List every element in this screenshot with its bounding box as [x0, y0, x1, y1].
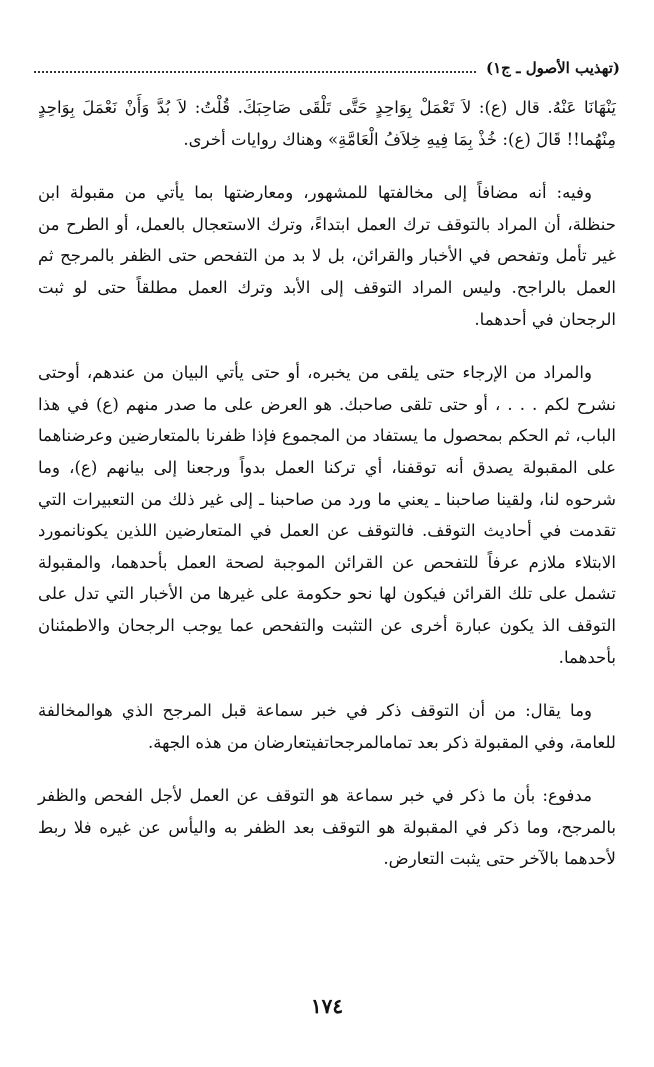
paragraph-what-is-said: وما يقال: من أن التوقف ذكر في خبر سماعة قبل المرجح الذي هوالمخالفة للعامة، وفي المقبولة ذكر بعد تمامالمرجحاتفيتعارضان من هذه الجهة. — [38, 701, 616, 752]
paragraph-objection-response: وفيه: أنه مضافاً إلى مخالفتها للمشهور، ومعارضتها بما يأتي من مقبولة ابن حنظلة، أن المراد بالتوقف ترك العمل ابتداءً، وترك الاستعجال بالعمل، أو الطرح من غير تأمل وتفحص في الأخبار والقرائن، بل لا بد من التفحص حتى الظفر بالمرجح ثم العمل بالراجح. وليس المراد التوقف إلى الأبد وترك العمل مطلقاً حتى لو ثبت الرجحان في أحدهما. — [38, 183, 616, 329]
paragraph-meaning-of-irja: والمراد من الإرجاء حتى يلقى من يخبره، أو حتى يأتي البيان من عندهم، أوحتى نشرح لكم . . . ، أو حتى تلقى صاحبك. هو العرض على ما صدر منهم (ع) في هذا الباب، ثم الحكم بمحصول ما يستفاد من المجموع فإذا ظفرنا بالمتعارضين وعرضناهما على المقبولة يصدق أنه توقفنا، أي تركنا العمل بدواً ورجعنا إلى بيانهم (ع)، وما شرحوه لنا، ولقينا صاحبنا ـ يعني ما ورد من صاحبنا ـ إلى غير ذلك من التعبيرات التي تقدمت في أحاديث التوقف. فالتوقف عن العمل في المتعارضين اللذين يكونانمورد الابتلاء ملازم عرفاً للتفحص عن القرائن الموجبة لصحة العمل بأحدهما، والمقبولة تشمل على تلك القرائن فيكون لها نحو حكومة على غيرها من الأخبار التي تدل على التوقف الذ يكون عبارة أخرى عن التثبت والتفحص عما يوجب الرجحان والاطمئنان بأحدهما. — [38, 363, 616, 667]
page-number: ١٧٤ — [310, 994, 344, 1018]
paragraph-hadith-continuation: يَنْهَانَا عَنْهُ. قال (ع): لاَ تَعْمَلْ بِوَاحِدٍ حَتَّى تَلْقَى صَاحِبَكَ. قُلْتُ: لاَ بُدَّ وَأَنْ نَعْمَلَ بِوَاحِدٍ مِنْهُما!! قَالَ (ع): خُذْ بِمَا فِيهِ خِلاَفُ الْعَامَّةِ» وهناك روايات أخرى. — [38, 98, 616, 149]
running-header — [34, 54, 620, 78]
running-header-title: (تهذيب الأصول ـ ج١) — [486, 59, 620, 77]
paragraph-rebuttal: مدفوع: بأن ما ذكر في خبر سماعة هو التوقف عن العمل لأجل الفحص والظفر بالمرجح، وما ذكر في المقبولة هو التوقف بعد الظفر به واليأس عن غيره فلا ربط لأحدهما بالآخر حتى يثبت التعارض. — [38, 786, 616, 869]
header-dotted-leader — [34, 59, 476, 73]
page-body — [38, 92, 616, 875]
